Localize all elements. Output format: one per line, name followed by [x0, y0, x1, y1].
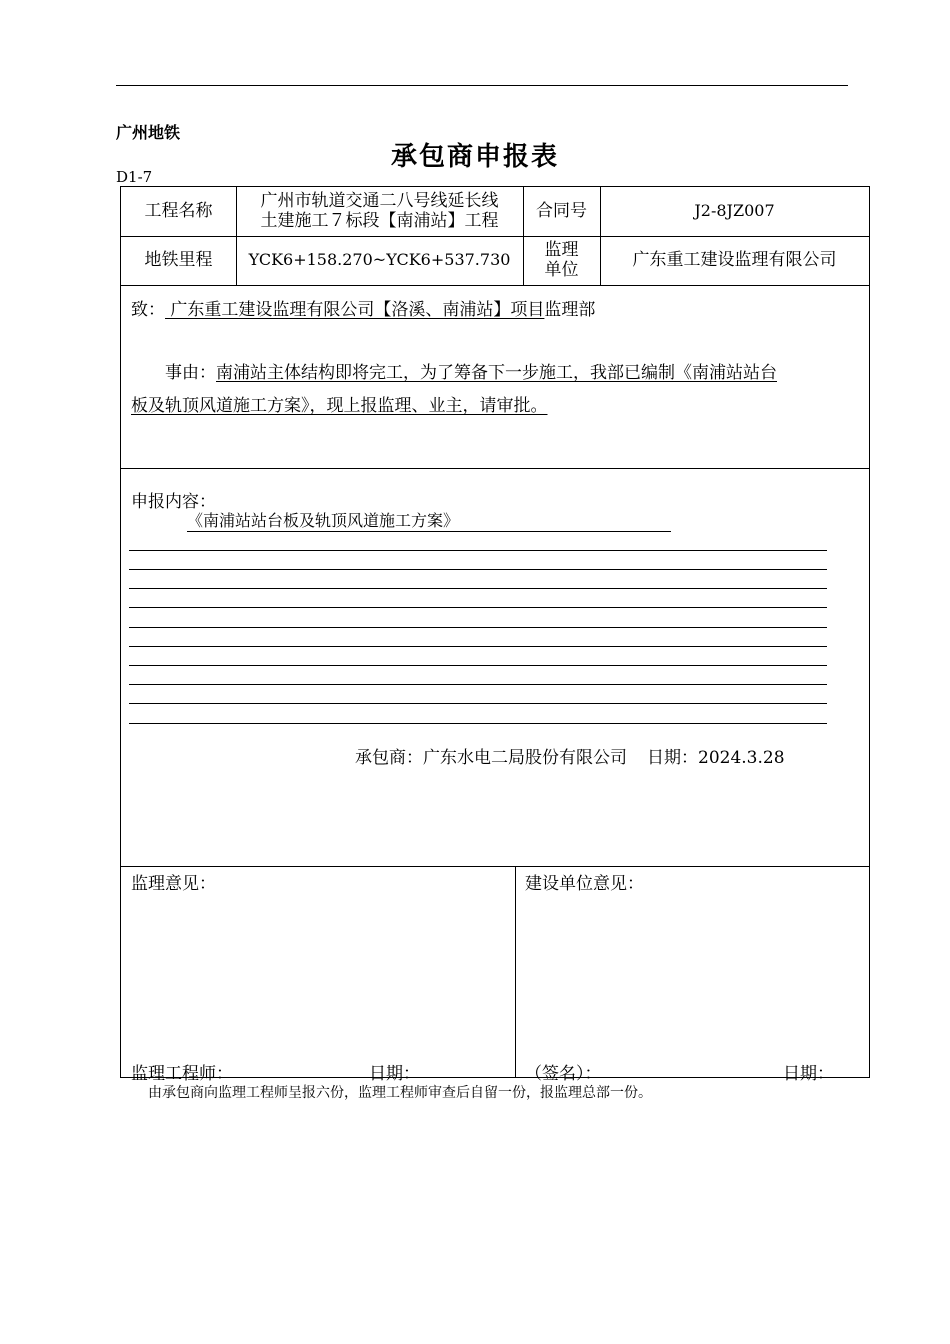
supervisor-unit-label-line2: 单位 — [544, 259, 579, 280]
form-code: D1-7 — [116, 168, 153, 186]
engineer-label: 监理工程师： — [131, 1064, 233, 1084]
row-divider — [121, 866, 869, 867]
content-item: 《南浦站站台板及轨顶风道施工方案》 — [187, 511, 671, 532]
contractor-date-label: 日期： — [647, 748, 698, 768]
addressee-line — [131, 295, 595, 320]
engineer-date-label: 日期： — [369, 1064, 420, 1084]
blank-line — [129, 627, 827, 628]
blank-line — [129, 665, 827, 666]
application-form — [120, 186, 870, 1084]
blank-line — [129, 646, 827, 647]
project-name-label: 工程名称 — [144, 200, 213, 221]
contract-no-value: J2-8JZ007 — [694, 201, 775, 221]
blank-line — [129, 569, 827, 570]
reason-line-2 — [131, 391, 548, 416]
col-divider — [515, 866, 516, 1077]
org-name: 广州地铁 — [116, 123, 181, 142]
blank-line — [129, 723, 827, 724]
contractor-value: 广东水电二局股份有限公司 — [423, 748, 627, 768]
owner-sign-label: （签名）： — [525, 1064, 602, 1084]
blank-line — [129, 588, 827, 589]
row-divider — [121, 468, 869, 469]
contract-no-label: 合同号 — [536, 200, 587, 221]
contractor-label: 承包商： — [355, 748, 423, 768]
reason-line-1 — [165, 358, 777, 383]
content-label: 申报内容： — [131, 492, 216, 512]
supervisor-unit-value: 广东重工建设监理有限公司 — [632, 249, 837, 270]
top-rule — [116, 85, 848, 86]
project-name-line2: 土建施工７标段【南浦站】工程 — [260, 210, 499, 231]
mileage-value: YCK6+158.270~YCK6+537.730 — [248, 250, 511, 270]
contractor-date-value: 2024.3.28 — [698, 748, 785, 768]
blank-line — [129, 703, 827, 704]
project-name-line1: 广州市轨道交通二八号线延长线 — [260, 190, 499, 211]
reason-text-1: 南浦站主体结构即将完工，为了筹备下一步施工，我部已编制《南浦站站台 — [216, 363, 777, 383]
form-title: 承包商申报表 — [390, 142, 559, 172]
addressee-prefix: 致： — [131, 300, 165, 320]
addressee-value: 广东重工建设监理有限公司【洛溪、南浦站】项目 — [165, 300, 545, 320]
blank-line — [129, 550, 827, 551]
reason-text-2: 板及轨顶风道施工方案》，现上报监理、业主，请审批。 — [131, 396, 548, 416]
footnote: 由承包商向监理工程师呈报六份，监理工程师审查后自留一份，报监理总部一份。 — [148, 1085, 652, 1101]
addressee-suffix: 监理部 — [544, 300, 596, 320]
reason-prefix: 事由： — [165, 363, 216, 383]
blank-line — [129, 607, 827, 608]
contractor-signature-line — [355, 743, 785, 768]
row-divider — [121, 285, 869, 286]
blank-line — [129, 684, 827, 685]
supervisor-unit-label — [523, 236, 600, 285]
mileage-label: 地铁里程 — [144, 249, 213, 270]
owner-opinion-label: 建设单位意见： — [525, 874, 644, 894]
project-name-value — [236, 187, 523, 236]
supervision-opinion-label: 监理意见： — [131, 874, 216, 894]
owner-date-label: 日期： — [783, 1064, 834, 1084]
supervisor-unit-label-line1: 监理 — [544, 239, 579, 260]
